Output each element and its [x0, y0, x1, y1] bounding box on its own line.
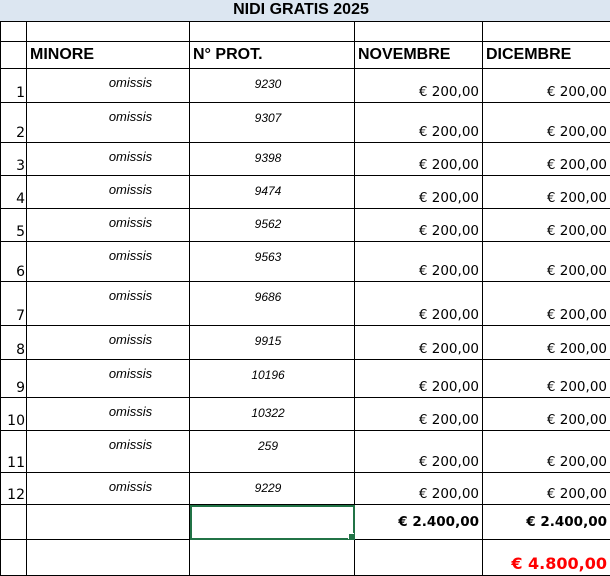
minore-cell[interactable]: omissis — [27, 360, 190, 398]
cell[interactable] — [27, 540, 190, 576]
dicembre-cell[interactable]: € 200,00 — [483, 360, 610, 398]
dicembre-cell[interactable]: € 200,00 — [483, 143, 610, 176]
totals-row — [1, 505, 610, 540]
prot-cell[interactable]: 259 — [190, 431, 355, 473]
prot-cell[interactable]: 9915 — [190, 326, 355, 360]
novembre-cell[interactable]: € 200,00 — [355, 282, 483, 326]
prot-cell[interactable]: 9307 — [190, 103, 355, 143]
row-number[interactable]: 1 — [1, 69, 27, 103]
fill-handle[interactable] — [348, 533, 355, 540]
row-number[interactable]: 6 — [1, 242, 27, 282]
sheet-title-cell[interactable] — [0, 0, 610, 22]
minore-cell[interactable]: omissis — [27, 69, 190, 103]
data-table — [0, 21, 610, 576]
row-number[interactable]: 4 — [1, 176, 27, 209]
dicembre-cell[interactable]: € 200,00 — [483, 398, 610, 431]
cell[interactable] — [1, 540, 27, 576]
header-dicembre[interactable]: DICEMBRE — [483, 42, 610, 69]
table-row — [1, 398, 610, 431]
cell[interactable] — [1, 22, 27, 42]
cell[interactable] — [27, 505, 190, 540]
minore-cell[interactable]: omissis — [27, 398, 190, 431]
cell[interactable] — [355, 540, 483, 576]
sheet-title: NIDI GRATIS 2025 — [233, 1, 377, 18]
row-number[interactable]: 9 — [1, 360, 27, 398]
minore-cell[interactable]: omissis — [27, 103, 190, 143]
prot-cell[interactable]: 9474 — [190, 176, 355, 209]
table-row — [1, 176, 610, 209]
dicembre-cell[interactable]: € 200,00 — [483, 176, 610, 209]
prot-cell[interactable]: 10322 — [190, 398, 355, 431]
table-row — [1, 282, 610, 326]
minore-cell[interactable]: omissis — [27, 431, 190, 473]
cell[interactable] — [483, 22, 610, 42]
prot-cell[interactable]: 9563 — [190, 242, 355, 282]
dicembre-cell[interactable]: € 200,00 — [483, 431, 610, 473]
dicembre-cell[interactable]: € 200,00 — [483, 242, 610, 282]
dicembre-cell[interactable]: € 200,00 — [483, 209, 610, 242]
prot-cell[interactable]: 9562 — [190, 209, 355, 242]
minore-cell[interactable]: omissis — [27, 209, 190, 242]
row-number[interactable]: 7 — [1, 282, 27, 326]
novembre-cell[interactable]: € 200,00 — [355, 398, 483, 431]
cell[interactable] — [27, 22, 190, 42]
minore-cell[interactable]: omissis — [27, 176, 190, 209]
table-row — [1, 473, 610, 505]
novembre-cell[interactable]: € 200,00 — [355, 176, 483, 209]
grand-total[interactable]: € 4.800,00 — [483, 540, 610, 576]
table-row — [1, 360, 610, 398]
novembre-cell[interactable]: € 200,00 — [355, 326, 483, 360]
table-row — [1, 326, 610, 360]
row-number[interactable]: 2 — [1, 103, 27, 143]
novembre-cell[interactable]: € 200,00 — [355, 360, 483, 398]
minore-cell[interactable]: omissis — [27, 326, 190, 360]
prot-cell[interactable]: 10196 — [190, 360, 355, 398]
cell[interactable] — [1, 42, 27, 69]
table-row — [1, 103, 610, 143]
dicembre-cell[interactable]: € 200,00 — [483, 326, 610, 360]
header-prot[interactable]: N° PROT. — [190, 42, 355, 69]
row-number[interactable]: 11 — [1, 431, 27, 473]
dicembre-cell[interactable]: € 200,00 — [483, 282, 610, 326]
minore-cell[interactable]: omissis — [27, 282, 190, 326]
header-row — [1, 42, 610, 69]
novembre-cell[interactable]: € 200,00 — [355, 69, 483, 103]
cell[interactable] — [190, 540, 355, 576]
blank-row — [1, 22, 610, 42]
cell[interactable] — [1, 505, 27, 540]
header-novembre[interactable]: NOVEMBRE — [355, 42, 483, 69]
total-novembre[interactable]: € 2.400,00 — [355, 505, 483, 540]
novembre-cell[interactable]: € 200,00 — [355, 431, 483, 473]
total-dicembre[interactable]: € 2.400,00 — [483, 505, 610, 540]
cell[interactable] — [190, 22, 355, 42]
header-minore[interactable]: MINORE — [27, 42, 190, 69]
prot-cell[interactable]: 9230 — [190, 69, 355, 103]
novembre-cell[interactable]: € 200,00 — [355, 143, 483, 176]
prot-cell[interactable]: 9229 — [190, 473, 355, 505]
minore-cell[interactable]: omissis — [27, 473, 190, 505]
minore-cell[interactable]: omissis — [27, 143, 190, 176]
dicembre-cell[interactable]: € 200,00 — [483, 473, 610, 505]
novembre-cell[interactable]: € 200,00 — [355, 473, 483, 505]
table-row — [1, 209, 610, 242]
table-row — [1, 143, 610, 176]
row-number[interactable]: 8 — [1, 326, 27, 360]
dicembre-cell[interactable]: € 200,00 — [483, 69, 610, 103]
novembre-cell[interactable]: € 200,00 — [355, 242, 483, 282]
novembre-cell[interactable]: € 200,00 — [355, 209, 483, 242]
selected-cell[interactable] — [190, 505, 355, 540]
table-row — [1, 431, 610, 473]
table-row — [1, 242, 610, 282]
prot-cell[interactable]: 9398 — [190, 143, 355, 176]
table-row — [1, 69, 610, 103]
minore-cell[interactable]: omissis — [27, 242, 190, 282]
grand-total-row — [1, 540, 610, 576]
dicembre-cell[interactable]: € 200,00 — [483, 103, 610, 143]
cell[interactable] — [355, 22, 483, 42]
row-number[interactable]: 10 — [1, 398, 27, 431]
row-number[interactable]: 3 — [1, 143, 27, 176]
prot-cell[interactable]: 9686 — [190, 282, 355, 326]
row-number[interactable]: 5 — [1, 209, 27, 242]
novembre-cell[interactable]: € 200,00 — [355, 103, 483, 143]
row-number[interactable]: 12 — [1, 473, 27, 505]
